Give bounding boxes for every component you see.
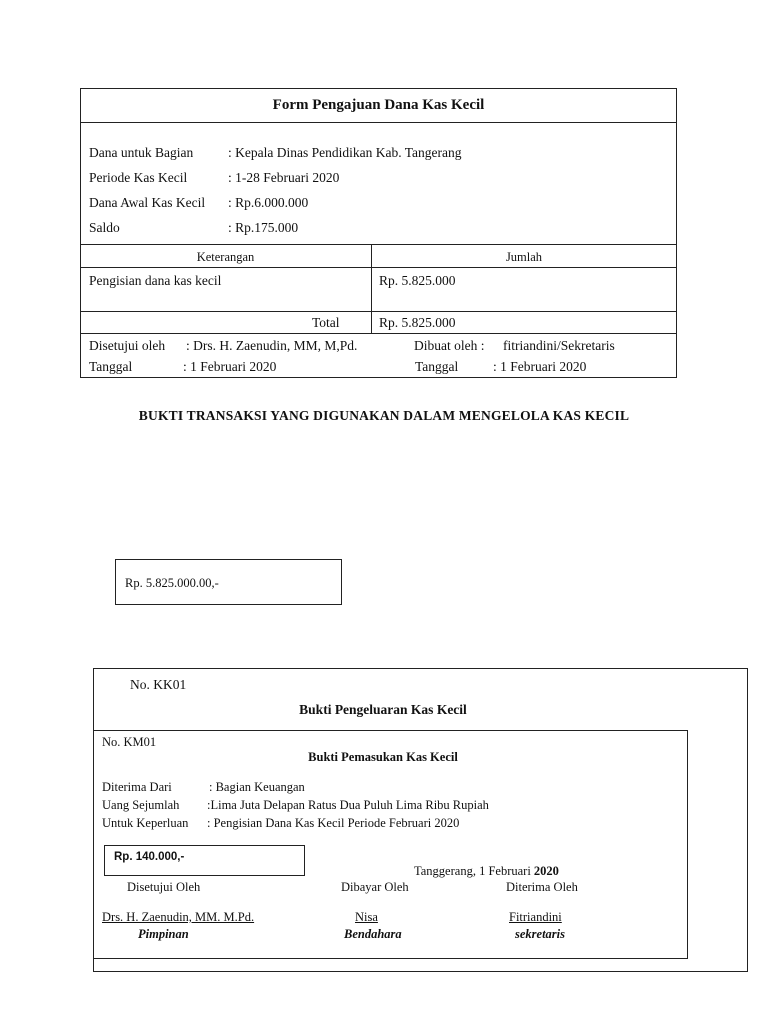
pemasukan-label-sejumlah: Uang Sejumlah (102, 798, 180, 812)
table-total-value: Rp. 5.825.000 (379, 315, 456, 330)
signatory-position-pimpinan: Pimpinan (138, 927, 189, 941)
cheque-amount: Rp. 5.825.000.00,- (125, 576, 219, 590)
field-value-dana-awal: : Rp.6.000.000 (228, 195, 309, 210)
pemasukan-label-diterima: Diterima Dari (102, 780, 172, 794)
created-label: Dibuat oleh : (414, 338, 485, 353)
field-label-saldo: Saldo (89, 220, 120, 235)
table-top-border (80, 244, 677, 245)
field-label-periode: Periode Kas Kecil (89, 170, 188, 185)
signatory-role-disetujui: Disetujui Oleh (127, 880, 201, 894)
pemasukan-place-date (414, 864, 559, 879)
table-row-jumlah: Rp. 5.825.000 (379, 273, 456, 288)
created-value: fitriandini/Sekretaris (503, 338, 615, 353)
pemasukan-value-diterima: : Bagian Keuangan (209, 780, 305, 794)
pemasukan-label-keperluan: Untuk Keperluan (102, 816, 189, 830)
pemasukan-value-sejumlah: :Lima Juta Delapan Ratus Dua Puluh Lima Ribu Rupiah (207, 798, 489, 812)
form-title: Form Pengajuan Dana Kas Kecil (272, 97, 485, 113)
field-label-dana-awal: Dana Awal Kas Kecil (89, 195, 206, 210)
signatory-name-disetujui: Drs. H. Zaenudin, MM. M.Pd. (102, 910, 255, 924)
pemasukan-value-keperluan: : Pengisian Dana Kas Kecil Periode Februari 2020 (207, 816, 460, 830)
pemasukan-number: No. KM01 (102, 735, 157, 749)
signatory-role-dibayar: Dibayar Oleh (341, 880, 409, 894)
form-title-divider (80, 122, 677, 123)
approved-label: Disetujui oleh (89, 338, 166, 353)
table-bottom-border (80, 333, 677, 334)
date-label-left: Tanggal (89, 359, 133, 374)
table-row-keterangan: Pengisian dana kas kecil (89, 273, 222, 288)
signatory-position-bendahara: Bendahara (344, 927, 402, 941)
place-date-text: Tanggerang, 1 Februari (414, 864, 531, 878)
table-total-label: Total (312, 315, 340, 330)
section-heading: BUKTI TRANSAKSI YANG DIGUNAKAN DALAM MENGELOLA KAS KECIL (138, 408, 630, 423)
field-value-periode: : 1-28 Februari 2020 (228, 170, 340, 185)
place-date-year: 2020 (533, 864, 559, 878)
date-value-right: : 1 Februari 2020 (493, 359, 587, 374)
signatory-name-diterima: Fitriandini (509, 910, 562, 924)
date-label-right: Tanggal (415, 359, 459, 374)
pengeluaran-title: Bukti Pengeluaran Kas Kecil (299, 702, 467, 717)
pengeluaran-number: No. KK01 (130, 677, 187, 692)
approved-value: : Drs. H. Zaenudin, MM, M,Pd. (186, 338, 358, 353)
table-header-keterangan: Keterangan (196, 250, 255, 264)
form-pengajuan (80, 88, 677, 378)
table-header-jumlah: Jumlah (505, 250, 543, 264)
pemasukan-amount: Rp. 140.000,- (114, 851, 185, 863)
table-header-divider (80, 267, 677, 268)
field-value-bagian: : Kepala Dinas Pendidikan Kab. Tangerang (228, 145, 462, 160)
field-value-saldo: : Rp.175.000 (228, 220, 299, 235)
field-label-bagian: Dana untuk Bagian (89, 145, 194, 160)
date-value-left: : 1 Februari 2020 (183, 359, 277, 374)
pemasukan-title: Bukti Pemasukan Kas Kecil (308, 750, 458, 764)
table-total-divider (80, 311, 677, 312)
signatory-name-dibayar: Nisa (355, 910, 378, 924)
signatory-role-diterima: Diterima Oleh (506, 880, 578, 894)
table-column-divider (371, 244, 372, 333)
signatory-position-sekretaris: sekretaris (515, 927, 565, 941)
